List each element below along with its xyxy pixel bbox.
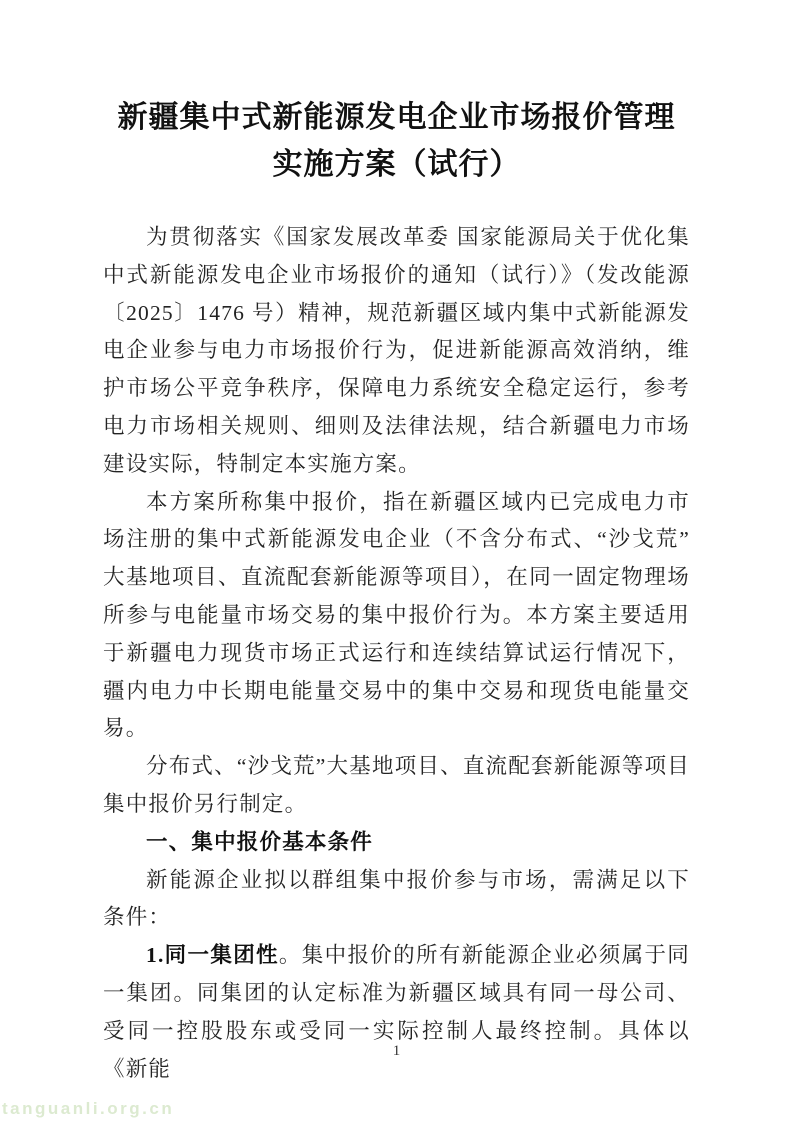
section-heading-basic-conditions: 一、集中报价基本条件 [146,829,374,854]
page-number: 1 [392,1043,401,1059]
document-title-line-1: 新疆集中式新能源发电企业市场报价管理 [117,101,676,134]
paragraph-exclusions: 分布式、“沙戈荒”大基地项目、直流配套新能源等项目集中报价另行制定。 [103,754,690,816]
paragraph-intro: 为贯彻落实《国家发展改革委 国家能源局关于优化集中式新能源发电企业市场报价的通知（试行）》（发改能源〔2025〕1476 号）精神，规范新疆区域内集中式新能源发电企业参与电力市场报价行为，促进新能源高效消纳，维护市场公平竞争秩序，保障电力系统安全稳定运行，参考电力市场相关规则、细则及法律法规，结合新疆电力市场建设实际，特制定本实施方案。 [103,225,690,476]
paragraph-condition-1 [103,937,690,1088]
document-body [103,219,690,1088]
paragraph-conditions-lead: 新能源企业拟以群组集中报价参与市场，需满足以下条件： [103,867,690,930]
watermark-text: tanguanli.org.cn [2,1099,175,1118]
condition-1-text: 。集中报价的所有新能源企业必须属于同一集团。同集团的认定标准为新疆区域具有同一母公司、受同一控股股东或受同一实际控制人最终控制。具体以《新能 [103,943,690,1081]
document-title [60,94,733,188]
document-title-line-2: 实施方案（试行） [272,148,521,181]
condition-1-bold-lead: 1.同一集团性 [146,943,279,968]
paragraph-definition: 本方案所称集中报价，指在新疆区域内已完成电力市场注册的集中式新能源发电企业（不含分布式、“沙戈荒”大基地项目、直流配套新能源等项目），在同一固定物理场所参与电能量市场交易的集中报价行为。本方案主要适用于新疆电力现货市场正式运行和连续结算试运行情况下，疆内电力中长期电能量交易中的集中交易和现货电能量交易。 [103,489,690,741]
